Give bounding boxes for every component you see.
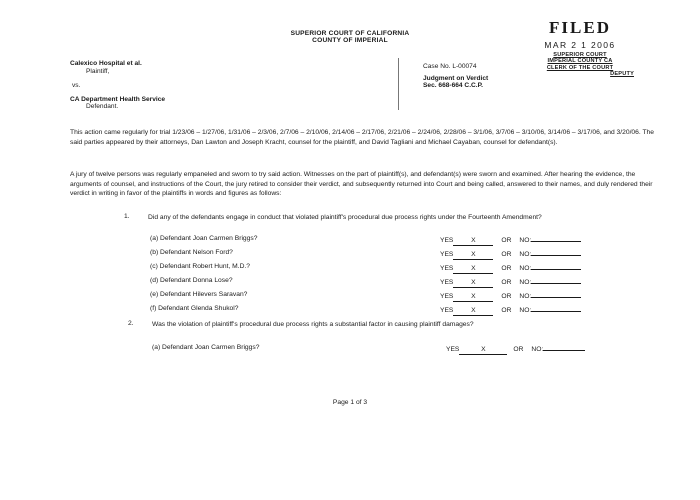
versus-label: vs. <box>72 82 81 90</box>
yes-mark[interactable]: X <box>453 307 493 316</box>
stamp-deputy: DEPUTY <box>610 71 634 78</box>
or-label: OR <box>501 265 512 272</box>
question-1-item-a: (a) Defendant Joan Carmen Briggs? <box>150 235 258 242</box>
or-label: OR <box>501 293 512 300</box>
question-1-item-b: (b) Defendant Nelson Ford? <box>150 249 233 256</box>
court-name <box>250 30 450 44</box>
no-mark[interactable] <box>531 275 581 284</box>
yes-label: YES <box>440 307 454 314</box>
defendant-name: CA Department Health Service <box>70 95 166 103</box>
no-label: NO: <box>531 346 544 353</box>
stamp-court: SUPERIOR COURT <box>553 52 607 58</box>
judgment-section: Sec. 668-664 C.C.P. <box>423 82 483 90</box>
question-1-item-d: (d) Defendant Donna Lose? <box>150 277 233 284</box>
judgment-title: Judgment on Verdict <box>423 74 489 82</box>
yes-mark[interactable]: X <box>453 251 493 260</box>
yes-label: YES <box>446 346 460 353</box>
no-mark[interactable] <box>531 261 581 270</box>
yes-label: YES <box>440 279 454 286</box>
filed-label: FILED <box>549 18 611 37</box>
caption-case <box>423 63 488 90</box>
no-label: NO: <box>519 307 532 314</box>
trial-paragraph: This action came regularly for trial 1/23/06 – 1/27/06, 1/31/06 – 2/3/06, 2/7/06 – 2/10/06, 2/14/06 – 2/17/06, 2/21/06 – 2/24/06, 2/28/06 – 3/1/06, 3/7/06 – 3/10/06, 3/14/06 – 3/17/06, and 3/20/06. The said parties appeared by their attorneys, Dan Lawton and Joseph Kracht, counsel for the plaintiff, and David Tagliani and Michael Cayaban, counsel for defendant(s). <box>70 129 654 146</box>
question-1-number: 1. <box>124 213 130 220</box>
or-label: OR <box>501 279 512 286</box>
no-label: NO: <box>519 237 532 244</box>
question-1-text: Did any of the defendants engage in conduct that violated plaintiff's procedural due process rights under the Fourteenth Amendment? <box>148 214 542 221</box>
jury-paragraph: A jury of twelve persons was regularly empaneled and sworn to try said action. Witnesses on the part of plaintiff(s), and defendant(s) were sworn and examined. After hearing the evidence, the arguments of counsel, and instructions of the Court, the jury retired to consider their verdict, and subsequently returned into Court and being called, answered to their names, and duly rendered their verdict in writing in favor of the plaintiffs in words and figures as follows: <box>70 171 653 198</box>
no-mark[interactable] <box>531 247 581 256</box>
case-number: Case No. L-00074 <box>423 63 477 70</box>
yes-mark[interactable]: X <box>453 237 493 246</box>
yes-label: YES <box>440 293 454 300</box>
caption-bracket <box>398 58 399 110</box>
question-2-number: 2. <box>128 320 134 327</box>
no-label: NO: <box>519 265 532 272</box>
no-label: NO: <box>519 251 532 258</box>
no-mark[interactable] <box>543 342 585 351</box>
no-mark[interactable] <box>531 303 581 312</box>
stamp-clerk: CLERK OF THE COURT <box>546 64 614 71</box>
question-2-item-a-answer <box>446 342 585 355</box>
question-1-item-f-answer <box>440 303 581 316</box>
defendant-role: Defendant. <box>86 103 119 111</box>
question-1-item-a-answer <box>440 233 581 246</box>
yes-mark[interactable]: X <box>459 346 507 355</box>
yes-mark[interactable]: X <box>453 279 493 288</box>
question-1-item-d-answer <box>440 275 581 288</box>
yes-mark[interactable]: X <box>453 265 493 274</box>
no-mark[interactable] <box>531 233 581 242</box>
filed-stamp <box>520 18 640 78</box>
yes-label: YES <box>440 251 454 258</box>
question-1-item-c: (c) Defendant Robert Hunt, M.D.? <box>150 263 250 270</box>
question-1-item-b-answer <box>440 247 581 260</box>
or-label: OR <box>501 307 512 314</box>
or-label: OR <box>513 346 524 353</box>
court-line-1: SUPERIOR COURT OF CALIFORNIA <box>290 30 410 37</box>
stamp-county: IMPERIAL COUNTY CA <box>547 58 613 65</box>
yes-mark[interactable]: X <box>453 293 493 302</box>
no-mark[interactable] <box>531 289 581 298</box>
yes-label: YES <box>440 237 454 244</box>
question-1-item-e: (e) Defendant Hilevers Saravan? <box>150 291 248 298</box>
no-label: NO: <box>519 293 532 300</box>
page-number: Page 1 of 3 <box>332 399 368 406</box>
no-label: NO: <box>519 279 532 286</box>
or-label: OR <box>501 251 512 258</box>
yes-label: YES <box>440 265 454 272</box>
question-1-item-f: (f) Defendant Glenda Shukol? <box>150 305 239 312</box>
court-line-2: COUNTY OF IMPERIAL <box>312 37 388 44</box>
question-2-text: Was the violation of plaintiff's procedural due process rights a substantial factor in causing plaintiff damages? <box>152 321 474 328</box>
question-1-item-e-answer <box>440 289 581 302</box>
caption-parties <box>70 60 165 111</box>
question-1-item-c-answer <box>440 261 581 274</box>
or-label: OR <box>501 237 512 244</box>
plaintiff-name: Calexico Hospital et al. <box>70 60 142 67</box>
question-2-item-a: (a) Defendant Joan Carmen Briggs? <box>152 344 260 351</box>
filed-date: MAR 2 1 2006 <box>544 40 616 50</box>
plaintiff-role: Plaintiff, <box>86 67 110 75</box>
